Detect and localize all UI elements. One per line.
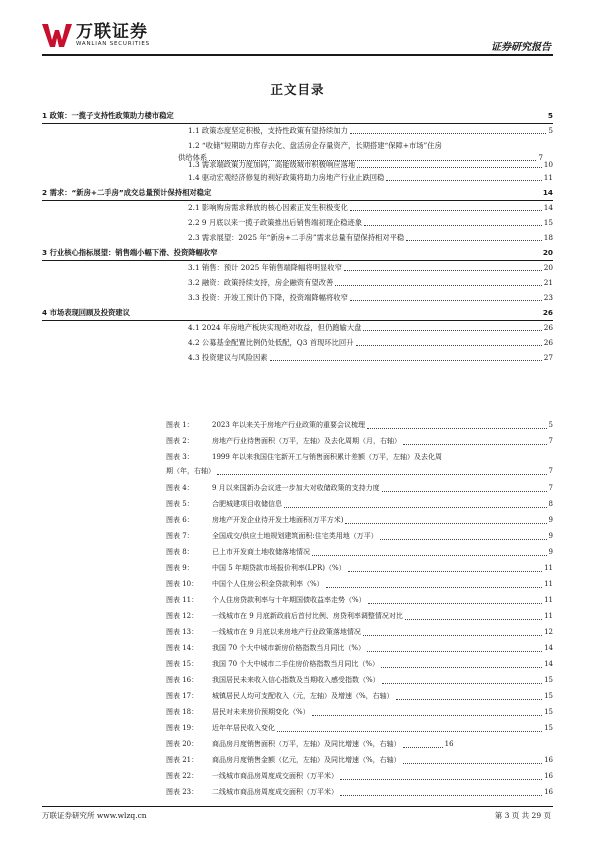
figure-page-number: 12 <box>544 628 553 636</box>
toc-page-number: 5 <box>548 126 553 135</box>
figure-page-number: 15 <box>544 708 553 716</box>
figure-caption: 一线城市在 9 月底新政前后首付比例、房贷利率调整情况对比 <box>212 612 403 620</box>
toc-entry-text: 1.2 “收储”短期助力库存去化、盘活房企存量资产，长期搭建“保障+市场”住房 <box>188 141 442 150</box>
leader-dots <box>312 708 542 716</box>
figure-caption: 已上市开发商土地收储落地情况 <box>212 548 310 556</box>
figure-page-number: 9 <box>548 532 553 540</box>
figure-label: 图表 23： <box>166 788 199 796</box>
footer-page-number: 第 3 页 共 29 页 <box>494 811 551 820</box>
figure-label: 图表 22： <box>166 772 199 780</box>
company-logo <box>42 22 150 48</box>
figure-label: 图表 3： <box>166 453 194 461</box>
toc-entry-text: 1.1 政策态度坚定积极，支持性政策有望持续加力 <box>188 126 348 135</box>
toc-entry-text: 3.2 融资：政策持续支持，房企融资有望改善 <box>188 278 334 287</box>
page-header <box>0 0 595 62</box>
figure-caption: 城镇居民人均可支配收入（元，左轴）及增速（%，右轴） <box>212 692 394 700</box>
figure-label: 图表 7： <box>166 532 194 540</box>
leader-dots <box>350 203 542 211</box>
leader-dots <box>344 263 542 271</box>
leader-dots <box>403 740 443 748</box>
leader-dots <box>348 564 542 572</box>
figure-caption: 中国 5 年期贷款市场报价利率(LPR)（%） <box>212 564 346 572</box>
leader-dots <box>396 692 542 700</box>
toc-page-number: 26 <box>543 338 553 347</box>
toc-subsection-entry[interactable] <box>188 203 553 212</box>
leader-dots <box>406 233 541 241</box>
leader-dots <box>219 248 540 255</box>
figure-page-number: 5 <box>548 421 553 429</box>
toc-subsection-entry[interactable] <box>188 126 553 135</box>
leader-dots <box>367 644 542 652</box>
toc-subsection-entry[interactable] <box>188 263 553 272</box>
figure-list-entry[interactable] <box>166 788 553 797</box>
toc-section-entry[interactable] <box>42 111 553 124</box>
toc-entry-text: 1 政策：一揽子支持性政策助力楼市稳定 <box>42 111 174 120</box>
toc-subsection-entry[interactable] <box>188 278 553 287</box>
leader-dots <box>176 111 546 118</box>
toc-entry-text: 4.1 2024 年房地产板块实现绝对收益，但仍跑输大盘 <box>188 323 362 332</box>
toc-entry-text: 2.1 影响购房需求释放的核心因素正发生积极变化 <box>188 203 348 212</box>
toc-entry-text: 4.3 投资建议与风险因素 <box>188 353 268 362</box>
figure-label: 图表 18： <box>166 708 199 716</box>
toc-subsection-entry[interactable] <box>188 218 553 227</box>
figure-list-entry[interactable] <box>166 484 553 493</box>
leader-dots <box>380 532 547 540</box>
figure-label: 图表 9： <box>166 564 194 572</box>
figure-list-entry[interactable] <box>166 437 553 446</box>
toc-subsection-entry[interactable] <box>188 353 553 362</box>
leader-dots <box>277 724 542 732</box>
figure-caption: 居民对未来房价预期变化（%） <box>212 708 310 716</box>
figure-page-number: 11 <box>544 564 553 572</box>
document-type-label: 证券研究报告 <box>491 42 551 53</box>
figure-caption: 我国 70 个大中城市二手住房价格指数当月同比（%） <box>212 660 380 668</box>
leader-dots <box>357 160 542 168</box>
figure-label: 图表 16： <box>166 676 199 684</box>
toc-entry-text: 4 市场表现回顾及投资建议 <box>42 308 130 317</box>
figure-label: 图表 12： <box>166 612 199 620</box>
figure-caption: 我国 70 个大中城市新房价格指数当月同比（%） <box>212 644 366 652</box>
toc-entry-text: 3.1 销售：预计 2025 年销售端降幅将明显收窄 <box>188 263 342 272</box>
figure-caption: 二线城市商品房周度成交面积（万平米） <box>212 788 338 796</box>
figure-page-number: 14 <box>544 644 553 652</box>
leader-dots <box>326 580 542 588</box>
leader-dots <box>368 596 542 604</box>
figure-caption: 商品房月度销售金额（亿元，左轴）及同比增速（%，右轴） <box>212 756 401 764</box>
figure-page-number: 16 <box>544 772 553 780</box>
figure-label: 图表 2： <box>166 437 194 445</box>
figure-list-entry[interactable] <box>166 516 553 525</box>
figure-page-number: 9 <box>548 548 553 556</box>
figure-list-entry[interactable] <box>166 628 553 637</box>
leader-dots <box>132 308 541 315</box>
toc-entry-text: 2.2 9 月底以来一揽子政策推出后销售端初现企稳迹象 <box>188 218 363 227</box>
figure-page-number: 11 <box>544 612 553 620</box>
wanlian-logo-icon <box>42 22 72 48</box>
toc-page-number: 26 <box>542 308 553 317</box>
figure-page-number: 14 <box>544 660 553 668</box>
toc-subsection-entry[interactable] <box>188 293 553 302</box>
figure-list-entry[interactable] <box>166 612 553 621</box>
figure-page-number: 15 <box>544 724 553 732</box>
figure-label: 图表 8： <box>166 548 194 556</box>
leader-dots <box>213 188 541 195</box>
figure-list-entry[interactable] <box>166 692 553 701</box>
leader-dots <box>217 467 547 475</box>
leader-dots <box>403 756 542 764</box>
toc-subsection-entry[interactable] <box>188 173 553 182</box>
toc-page-number: 15 <box>543 218 553 227</box>
toc-page-number: 20 <box>543 263 553 272</box>
leader-dots <box>335 278 541 286</box>
figure-caption: 近年年居民收入变化 <box>212 724 275 732</box>
toc-entry-text: 3 行业核心指标展望：销售端小幅下滑、投资降幅收窄 <box>42 248 218 257</box>
figure-list-entry[interactable] <box>166 740 553 749</box>
toc-page-number: 11 <box>543 173 553 182</box>
toc-page-number: 7 <box>538 153 543 162</box>
toc-entry-text-continued: 供给体系 <box>178 153 208 162</box>
toc-page-number: 10 <box>543 160 553 169</box>
figure-page-number: 7 <box>548 467 553 475</box>
toc-page-number: 18 <box>543 233 553 242</box>
figure-caption: 中国个人住房公积金贷款利率（%） <box>212 580 324 588</box>
leader-dots <box>345 516 546 524</box>
figure-page-number: 11 <box>544 596 553 604</box>
figure-page-number: 16 <box>444 740 454 748</box>
header-divider <box>42 54 553 56</box>
leader-dots <box>403 437 547 445</box>
figure-label: 图表 5： <box>166 500 194 508</box>
figure-page-number: 8 <box>548 500 553 508</box>
leader-dots <box>381 660 542 668</box>
toc-entry-text: 2 需求：“新房+二手房”成交总量预计保持相对稳定 <box>42 188 212 197</box>
toc-page-number: 14 <box>542 188 553 197</box>
toc-page-number: 14 <box>543 203 553 212</box>
toc-page-number: 5 <box>547 111 553 120</box>
figure-page-number: 7 <box>548 484 553 492</box>
figure-list-entry[interactable] <box>166 756 553 765</box>
figure-caption: 我国居民未来收入信心指数及当期收入感受指数（%） <box>212 676 380 684</box>
leader-dots <box>382 676 542 684</box>
logo-chinese-name: 万联证券 <box>76 21 148 42</box>
leader-dots <box>363 323 541 331</box>
figure-page-number: 7 <box>548 437 553 445</box>
figure-caption: 个人住房贷款利率与十年期国债收益率走势（%） <box>212 596 366 604</box>
toc-entry-text: 1.3 需求端政策力度加码，高能级城市积极响应落地 <box>188 160 356 169</box>
figure-caption-continued: 期（年，右轴） <box>166 467 215 475</box>
toc-subsection-entry[interactable] <box>188 233 553 242</box>
figure-label: 图表 13： <box>166 628 199 636</box>
figure-caption: 9 月以来国新办会议进一步加大对收储政策的支持力度 <box>212 484 380 492</box>
footer-publisher: 万联证券研究所 www.wlzq.cn <box>42 811 147 820</box>
figure-label: 图表 17： <box>166 692 199 700</box>
figure-list-entry[interactable] <box>166 564 553 573</box>
leader-dots <box>350 126 546 134</box>
toc-entry-text: 4.2 公募基金配置比例仍处低配，Q3 首现环比回升 <box>188 338 354 347</box>
leader-dots <box>356 338 542 346</box>
figure-caption: 房地产行业待售面积（万平，左轴）及去化周期（月，右轴） <box>212 437 401 445</box>
figure-list-entry[interactable] <box>166 596 553 605</box>
figure-page-number: 15 <box>544 692 553 700</box>
toc-page-number: 21 <box>543 278 553 287</box>
figure-label: 图表 4： <box>166 484 194 492</box>
leader-dots <box>405 612 542 620</box>
figure-label: 图表 6： <box>166 516 194 524</box>
figure-caption: 房地产开发企业待开发土地面积(万平方米) <box>212 516 344 524</box>
toc-section-entry[interactable] <box>42 248 553 261</box>
leader-dots <box>386 173 541 181</box>
toc-page-number: 26 <box>543 323 553 332</box>
toc-section-entry[interactable] <box>42 308 553 321</box>
figure-caption: 商品房月度销售面积（万平，左轴）及同比增速（%，右轴） <box>212 740 401 748</box>
toc-subsection-entry[interactable] <box>178 141 553 162</box>
figure-list-entry[interactable] <box>166 644 553 653</box>
figure-label: 图表 1： <box>166 421 194 429</box>
figure-page-number: 15 <box>544 676 553 684</box>
toc-subsection-entry[interactable] <box>188 160 553 169</box>
figure-page-number: 11 <box>544 580 553 588</box>
figure-list-entry[interactable] <box>166 660 553 669</box>
figure-list-entry[interactable] <box>166 724 553 733</box>
leader-dots <box>364 218 542 226</box>
leader-dots <box>340 788 542 796</box>
logo-english-name: WANLIAN SECURITIES <box>76 40 150 47</box>
figure-page-number: 9 <box>548 516 553 524</box>
figure-list-entry[interactable] <box>166 500 553 509</box>
toc-section-entry[interactable] <box>42 188 553 201</box>
figure-label: 图表 15： <box>166 660 199 668</box>
figure-list-entry[interactable] <box>166 548 553 557</box>
figure-page-number: 16 <box>544 788 553 796</box>
leader-dots <box>270 353 542 361</box>
figure-caption: 1999 年以来我国住宅新开工与销售面积累计差额（万平，左轴）及去化周 <box>212 453 443 461</box>
figure-caption: 一线城市商品房周度成交面积（万平米） <box>212 772 338 780</box>
figure-label: 图表 21： <box>166 756 199 764</box>
figure-caption: 全国成交/供应土地规划建筑面积:住宅类用地（万平） <box>212 532 378 540</box>
toc-entry-text: 1.4 驱动宏观经济修复的利好政策将助力房地产行业止跌回稳 <box>188 173 385 182</box>
figure-list-entry[interactable] <box>166 532 553 541</box>
figure-list-entry[interactable] <box>166 453 553 476</box>
figure-label: 图表 20： <box>166 740 199 748</box>
figure-caption: 2023 年以来关于房地产行业政策的重要会议梳理 <box>212 421 366 429</box>
figure-label: 图表 14： <box>166 644 199 652</box>
figure-label: 图表 19： <box>166 724 199 732</box>
page-title: 正文目录 <box>270 82 325 97</box>
toc-page-number: 27 <box>543 353 553 362</box>
leader-dots <box>284 500 547 508</box>
figure-list-entry[interactable] <box>166 772 553 781</box>
toc-entry-text: 3.3 投资：开竣工预计仍下降，投资端降幅将收窄 <box>188 293 348 302</box>
leader-dots <box>367 421 546 429</box>
leader-dots <box>312 548 547 556</box>
leader-dots <box>350 293 542 301</box>
leader-dots <box>340 772 542 780</box>
figure-list-entry[interactable] <box>166 580 553 589</box>
figure-label: 图表 11： <box>166 596 199 604</box>
leader-dots <box>363 628 542 636</box>
footer-divider <box>42 806 553 807</box>
figure-list-entry[interactable] <box>166 421 553 430</box>
toc-page-number: 23 <box>543 293 553 302</box>
figure-page-number: 16 <box>544 756 553 764</box>
figure-list-entry[interactable] <box>166 676 553 685</box>
toc-entry-text: 2.3 需求展望：2025 年“新房+二手房”需求总量有望保持相对平稳 <box>188 233 405 242</box>
figure-caption: 一线城市在 9 月底以来房地产行业政策落地情况 <box>212 628 361 636</box>
toc-page-number: 20 <box>542 248 553 257</box>
leader-dots <box>382 484 547 492</box>
toc-subsection-entry[interactable] <box>188 323 553 332</box>
figure-list-entry[interactable] <box>166 708 553 717</box>
figure-label: 图表 10： <box>166 580 199 588</box>
toc-subsection-entry[interactable] <box>188 338 553 347</box>
figure-caption: 合肥城建项目收储信息 <box>212 500 282 508</box>
